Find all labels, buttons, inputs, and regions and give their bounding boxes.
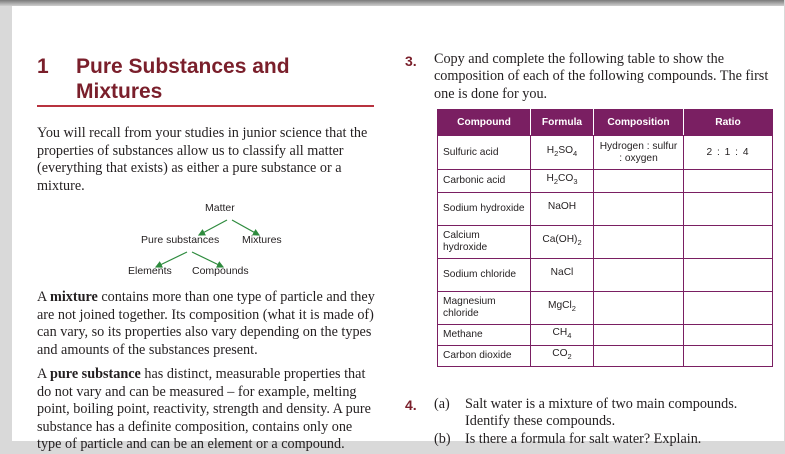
cell-compound: Sulfuric acid bbox=[438, 136, 531, 170]
table-header-row bbox=[438, 110, 773, 136]
node-mixtures: Mixtures bbox=[242, 234, 282, 246]
arrow-matter-to-mixtures bbox=[232, 220, 259, 235]
table-row bbox=[438, 193, 773, 226]
cell-ratio bbox=[684, 259, 773, 292]
node-elements: Elements bbox=[128, 265, 172, 277]
cell-composition bbox=[594, 292, 684, 325]
cell-ratio: 2 : 1 : 4 bbox=[684, 136, 773, 170]
cell-formula bbox=[531, 346, 594, 367]
cell-composition bbox=[594, 346, 684, 367]
cell-compound: Methane bbox=[438, 325, 531, 346]
header-formula: Formula bbox=[531, 110, 594, 136]
cell-compound: Calcium hydroxide bbox=[438, 226, 531, 259]
pure-substance-term: pure substance bbox=[50, 366, 141, 382]
formula-part: Ca(OH) bbox=[542, 234, 578, 246]
formula-part: MgCl bbox=[548, 300, 572, 312]
mixture-para-after: contains more than one type of particle and they are not joined together. Its composition (what it is made of) can vary, so its properties also vary depending on the types and amounts of the substances present. bbox=[37, 289, 375, 358]
cell-composition bbox=[594, 259, 684, 292]
formula-subscript: 4 bbox=[567, 331, 572, 341]
question-4b-text: Is there a formula for salt water? Explain. bbox=[465, 431, 702, 447]
question-4a-label: (a) bbox=[434, 396, 450, 412]
cell-compound: Sodium chloride bbox=[438, 259, 531, 292]
formula-subscript: 4 bbox=[573, 149, 578, 159]
formula-part: H bbox=[546, 173, 554, 185]
textbook-page bbox=[12, 6, 784, 453]
cell-composition bbox=[594, 325, 684, 346]
formula-part: NaOH bbox=[547, 201, 577, 213]
cell-compound: Carbonic acid bbox=[438, 170, 531, 193]
cell-composition: Hydrogen : sulfur : oxygen bbox=[594, 136, 684, 170]
arrow-matter-to-pure bbox=[199, 220, 227, 235]
cell-formula bbox=[531, 170, 594, 193]
cell-formula bbox=[531, 259, 594, 292]
table-row bbox=[438, 136, 773, 170]
cell-formula bbox=[531, 193, 594, 226]
formula-part: SO bbox=[558, 144, 574, 156]
formula-subscript: 2 bbox=[577, 238, 582, 248]
cell-ratio bbox=[684, 226, 773, 259]
table-row bbox=[438, 325, 773, 346]
composition-table bbox=[437, 109, 773, 367]
formula-part: H bbox=[546, 144, 555, 156]
question-3-text: Copy and complete the following table to show the composition of each of the following compounds. The first one is done for you. bbox=[434, 51, 769, 102]
pure-para-after: has distinct, measurable properties that do not vary and can be measured – for example, melting point, boiling point, reactivity, strength and density. A pure substance has a definite composition, contains only one type of particle and can be an element or a compound. bbox=[37, 366, 371, 453]
cell-composition bbox=[594, 193, 684, 226]
header-ratio: Ratio bbox=[684, 110, 773, 136]
question-4b-label: (b) bbox=[434, 431, 451, 447]
pure-substance-paragraph bbox=[37, 366, 377, 454]
formula-subscript: 2 bbox=[571, 304, 576, 314]
cell-composition bbox=[594, 170, 684, 193]
cell-compound: Carbon dioxide bbox=[438, 346, 531, 367]
section-number: 1 bbox=[37, 55, 49, 78]
cell-formula bbox=[531, 292, 594, 325]
question-3-number: 3. bbox=[405, 53, 417, 69]
formula-part: CH bbox=[552, 327, 568, 339]
node-compounds: Compounds bbox=[192, 265, 249, 277]
formula-subscript: 2 bbox=[554, 149, 559, 159]
cell-ratio bbox=[684, 193, 773, 226]
formula-part: CO bbox=[552, 348, 568, 360]
cell-formula bbox=[531, 226, 594, 259]
intro-paragraph: You will recall from your studies in junior science that the properties of substances allow us to classify all matter (everything that exists) as either a pure substance or a mixture. bbox=[37, 125, 368, 194]
cell-formula bbox=[531, 136, 594, 170]
section-title: Pure Substances and Mixtures bbox=[76, 55, 290, 103]
formula-subscript: 3 bbox=[573, 177, 578, 187]
formula-subscript: 2 bbox=[567, 352, 572, 362]
formula-part: NaCl bbox=[550, 267, 574, 279]
matter-classification-diagram bbox=[112, 198, 312, 286]
table-row bbox=[438, 226, 773, 259]
table-row bbox=[438, 170, 773, 193]
heading-underline bbox=[37, 105, 374, 107]
cell-ratio bbox=[684, 346, 773, 367]
formula-subscript: 2 bbox=[553, 177, 559, 187]
formula-part: CO bbox=[558, 173, 574, 185]
mixture-term: mixture bbox=[50, 289, 98, 305]
cell-compound: Sodium hydroxide bbox=[438, 193, 531, 226]
question-4-number: 4. bbox=[405, 397, 417, 413]
cell-formula bbox=[531, 325, 594, 346]
pure-para-before: A bbox=[37, 366, 51, 382]
cell-composition bbox=[594, 226, 684, 259]
table-row bbox=[438, 259, 773, 292]
header-compound: Compound bbox=[438, 110, 531, 136]
cell-ratio bbox=[684, 292, 773, 325]
node-pure-substances: Pure substances bbox=[141, 234, 220, 246]
question-4a-text: Salt water is a mixture of two main compounds. Identify these compounds. bbox=[465, 396, 738, 430]
cell-compound: Magnesium chloride bbox=[438, 292, 531, 325]
cell-ratio bbox=[684, 170, 773, 193]
table-row bbox=[438, 292, 773, 325]
table-row bbox=[438, 346, 773, 367]
header-composition: Composition bbox=[594, 110, 684, 136]
node-matter: Matter bbox=[205, 202, 235, 214]
mixture-paragraph bbox=[37, 289, 377, 359]
mixture-para-before: A bbox=[37, 289, 51, 305]
cell-ratio bbox=[684, 325, 773, 346]
